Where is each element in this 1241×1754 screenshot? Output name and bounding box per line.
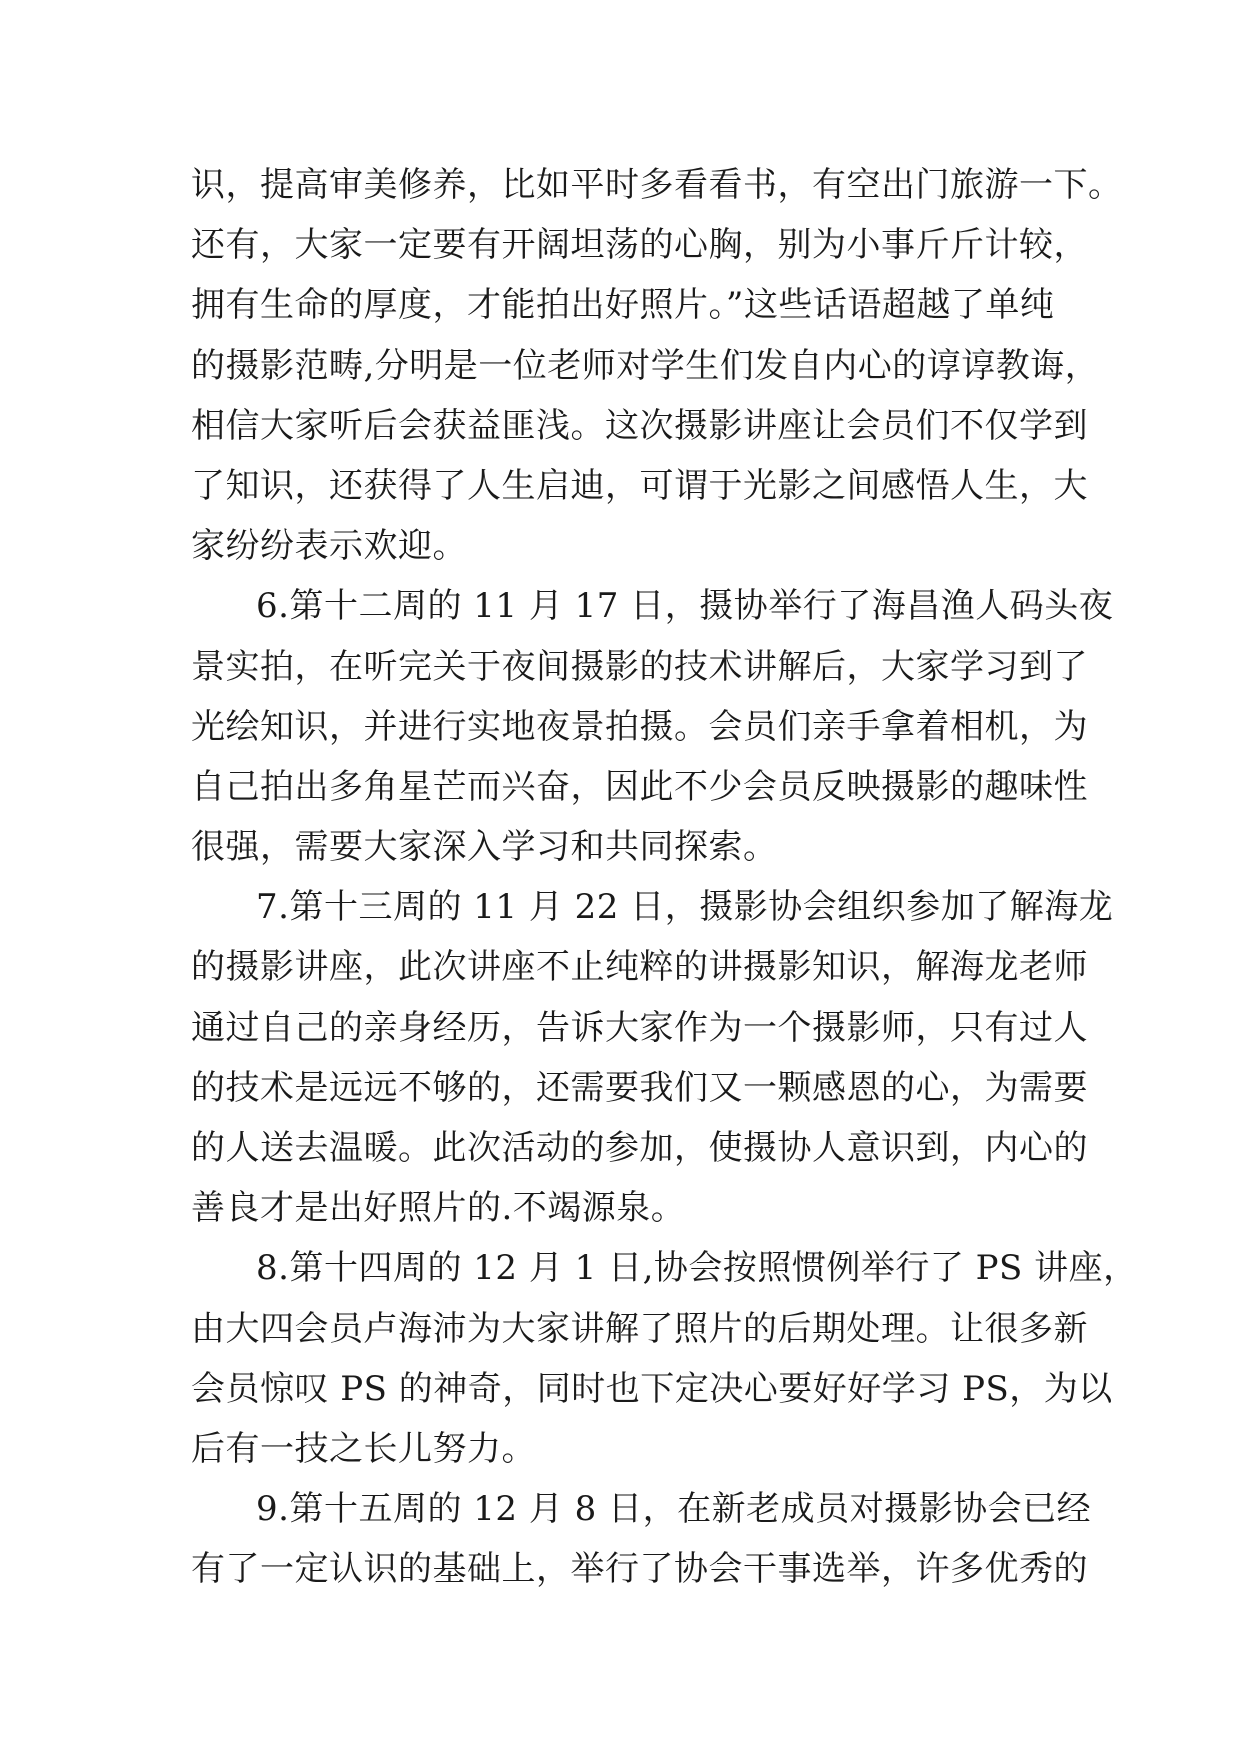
text-line: 后有一技之长儿努力。 — [191, 1428, 536, 1469]
text-line: 拥有生命的厚度，才能拍出好照片。”这些话语超越了单纯 — [191, 285, 1055, 326]
text-line: 识，提高审美修养，比如平时多看看书，有空出门旅游一下。 — [191, 165, 1123, 205]
text-line: 相信大家听后会获益匪浅。这次摄影讲座让会员们不仅学到 — [191, 405, 1088, 446]
text-line: 通过自己的亲身经历，告诉大家作为一个摄影师，只有过人 — [191, 1007, 1088, 1048]
text-line: 有了一定认识的基础上，举行了协会干事选举，许多优秀的 — [191, 1549, 1088, 1590]
text-line: 家纷纷表示欢迎。 — [191, 526, 467, 567]
text-line: 会员惊叹 PS 的神奇，同时也下定决心要好好学习 PS，为以 — [191, 1368, 1113, 1409]
text-line: 的技术是远远不够的，还需要我们又一颗感恩的心，为需要 — [191, 1067, 1088, 1108]
text-line: 了知识，还获得了人生启迪，可谓于光影之间感悟人生，大 — [191, 465, 1088, 506]
text-line: 自己拍出多角星芒而兴奋，因此不少会员反映摄影的趣味性 — [191, 766, 1088, 807]
text-line: 的摄影范畴,分明是一位老师对学生们发自内心的谆谆教诲， — [191, 345, 1100, 386]
text-line: 很强，需要大家深入学习和共同探索。 — [191, 827, 778, 868]
paragraph-start-line-9: 9.第十五周的 12 月 8 日，在新老成员对摄影协会已经 — [256, 1489, 1092, 1530]
paragraph-start-line-8: 8.第十四周的 12 月 1 日,协会按照惯例举行了 PS 讲座， — [256, 1248, 1138, 1289]
text-line: 景实拍，在听完关于夜间摄影的技术讲解后，大家学习到了 — [191, 646, 1088, 687]
paragraph-start-line-7: 7.第十三周的 11 月 22 日，摄影协会组织参加了解海龙 — [256, 887, 1114, 928]
text-line: 善良才是出好照片的.不竭源泉。 — [191, 1188, 686, 1229]
text-line: 光绘知识，并进行实地夜景拍摄。会员们亲手拿着相机，为 — [191, 706, 1088, 747]
paragraph-start-line-6: 6.第十二周的 11 月 17 日，摄协举行了海昌渔人码头夜 — [256, 586, 1114, 627]
text-line: 的人送去温暖。此次活动的参加，使摄协人意识到，内心的 — [191, 1128, 1088, 1168]
text-line: 的摄影讲座，此次讲座不止纯粹的讲摄影知识，解海龙老师 — [191, 947, 1088, 988]
document-body — [191, 155, 1138, 1600]
text-line: 还有，大家一定要有开阔坦荡的心胸，别为小事斤斤计较， — [191, 225, 1088, 266]
text-line: 由大四会员卢海沛为大家讲解了照片的后期处理。让很多新 — [191, 1308, 1088, 1349]
